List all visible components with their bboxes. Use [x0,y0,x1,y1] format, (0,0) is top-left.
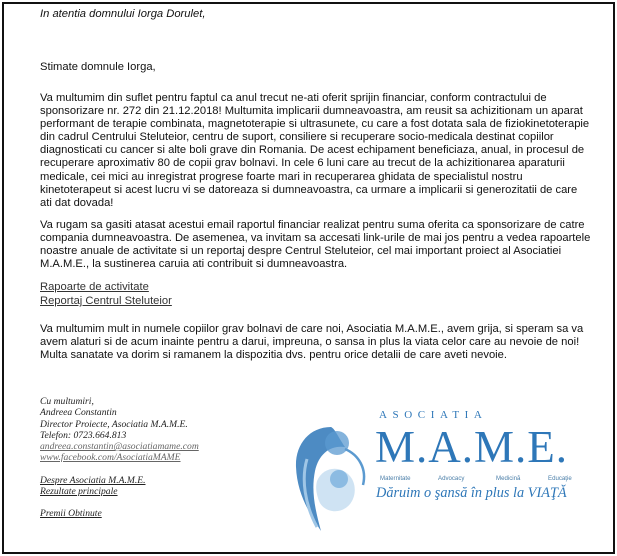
link-activity-reports[interactable]: Rapoarte de activitate [40,281,149,293]
closing-text: Cu multumiri, [40,396,94,407]
spacer [40,464,280,475]
link-about[interactable]: Despre Asociatia M.A.M.E. [40,474,146,486]
pillar-word: Educaţie [548,475,572,482]
paragraph-thanks: Va multumim din suflet pentru faptul ca anul trecut ne-ati oferit sprijin financiar, conform contractului de sponsorizare nr. 272 din 21.12.2018! Multumita implicarii dumneavoastra, am reusit sa achizitionam un aparat performant de terapie combinata, magnetoterapie si ultrasunete, cu care a fost dotata sala de fiziokinetoterapie din cadrul Centrului Steluteior, centru de suport, consiliere si recuperare socio-medicala destinat copiilor diagnosticati cu cancer si alte boli grave din Romania. De acest echipament beneficiaza, anual, in procesul de recuperare aproximativ 80 de copii grav bolnavi. In cele 6 luni care au trecut de la achizitionarea aparaturii medicale, cei mici au inregistrat progrese foarte mari in recuperarea ghidata de specialistul nostru kinetoterapeut si acest lucru vi se datoreaza si dumneavoastra, ca urmare a implicarii si generozitatii de care ati dat dovada! [40,92,590,209]
report-links [40,280,592,308]
link-awards[interactable]: Premii Obtinute [40,508,102,520]
mother-child-icon [287,409,377,539]
attention-line: In atentia domnului Iorga Dorulet, [40,8,206,20]
signer-name: Andreea Constantin [40,407,117,419]
signer-phone: Telefon: 0723.664.813 [40,429,127,441]
signer-email-link[interactable]: andreea.constantin@asociatiamame.com [40,441,199,453]
logo-slogan: Dăruim o şansă în plus la VIAŢĂ [376,485,567,501]
signer-role: Director Proiecte, Asociatia M.A.M.E. [40,418,188,430]
pillar-word: Maternitate [380,475,411,482]
link-centre-report[interactable]: Reportaj Centrul Steluteior [40,295,172,307]
signature-block [40,396,280,520]
pillar-word: Medicină [496,475,521,482]
spacer [40,497,280,508]
pillar-word: Advocacy [438,475,465,482]
mame-logo [287,409,612,539]
letter-page [2,2,615,554]
greeting: Stimate domnule Iorga, [40,61,156,73]
logo-org-label: ASOCIATIA [379,409,488,421]
paragraph-closing: Va multumim mult in numele copiilor grav bolnavi de care noi, Asociatia M.A.M.E., avem grija, si speram sa va avem alaturi si de acum inainte pentru a darui, impreuna, o sansa in plus la viata celor care au nevoie de noi! Multa sanatate va dorim si ramanem la dispozitia dvs. pentru orice detalii de care aveti nevoie. [40,323,584,362]
logo-name: M.A.M.E. [375,422,569,472]
facebook-link[interactable]: www.facebook.com/AsociatiaMAME [40,452,181,464]
paragraph-report: Va rugam sa gasiti atasat acestui email raportul financiar realizat pentru suma oferita ca sponsorizare de catre compania dumneavoastra. De asemenea, va invitam sa accesati link-urile de mai jos pentru a vedea rapoartele noastre anuale de activitate si un reportaj despre Centrul Steluteior, cel mai important proiect al Asociatiei M.A.M.E., la sustinerea caruia ati contribuit si dumneavoastra. [40,219,591,271]
link-results[interactable]: Rezultate principale [40,486,118,498]
